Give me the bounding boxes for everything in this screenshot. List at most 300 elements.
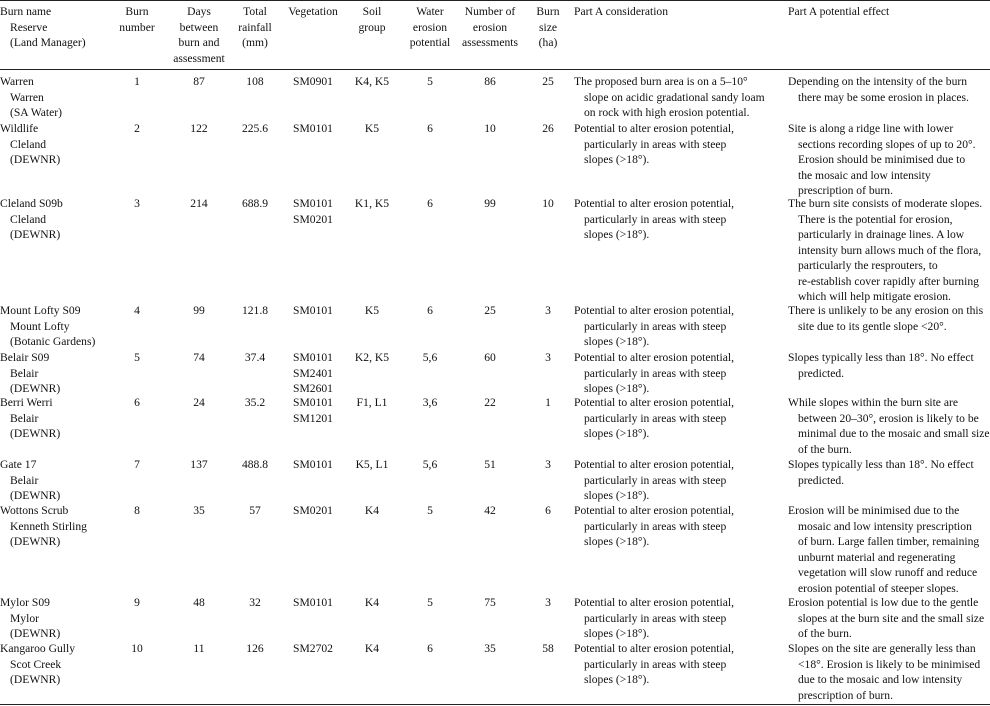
cell-text-line: Warren <box>0 75 34 88</box>
cell-text-line: Erosion should be minimised due to <box>798 153 966 166</box>
cell-col-burn-size <box>530 350 566 366</box>
cell-text-line: 57 <box>249 504 261 517</box>
cell-text-line: particularly in areas with steep <box>584 473 727 487</box>
cell-col-days <box>172 303 226 319</box>
header-col-rainfall <box>231 4 279 51</box>
cell-col-assessments <box>458 196 522 212</box>
cell-col-consideration <box>574 121 786 168</box>
cell-col-water-erosion <box>402 196 458 212</box>
cell-col-burn-number <box>108 74 166 90</box>
cell-col-days <box>172 641 226 657</box>
cell-text-line: Slopes on the site are generally less than <box>788 642 976 655</box>
cell-text-line: F1, L1 <box>356 396 388 409</box>
header-text-line: Vegetation <box>288 5 338 18</box>
cell-text-line: Slopes typically less than 18°. No effect <box>788 458 974 471</box>
cell-col-burn-size <box>530 303 566 319</box>
header-text-line: assessments <box>461 36 519 49</box>
cell-text-line: 10 <box>131 642 143 655</box>
cell-text-line: SM0101 <box>293 304 333 317</box>
cell-text-line: 126 <box>246 642 264 655</box>
cell-text-line: of burn. Large fallen timber, remaining <box>798 535 980 548</box>
cell-text-line: Wottons Scrub <box>0 504 69 517</box>
cell-col-days <box>172 595 226 611</box>
cell-text-line: 24 <box>193 396 205 409</box>
cell-text-line: 6 <box>427 304 433 317</box>
cell-col-consideration <box>574 303 786 350</box>
cell-text-line: 37.4 <box>244 351 266 364</box>
header-text-line: number <box>119 20 155 34</box>
cell-col-water-erosion <box>402 303 458 319</box>
cell-text-line: The proposed burn area is on a 5–10° <box>574 75 748 88</box>
cell-text-line: SM0101 <box>293 197 333 210</box>
cell-text-line: Mylor <box>10 611 39 625</box>
cell-col-burn-number <box>108 641 166 657</box>
cell-text-line: SM0101 <box>293 396 333 409</box>
cell-text-line: 5,6 <box>422 351 438 364</box>
cell-col-soil-group <box>350 457 394 473</box>
cell-col-soil-group <box>350 121 394 137</box>
cell-text-line: Potential to alter erosion potential, <box>574 596 735 609</box>
cell-text-line: (Botanic Gardens) <box>10 335 96 348</box>
cell-text-line: predicted. <box>798 473 845 487</box>
header-text-line: size <box>538 20 558 34</box>
cell-text-line: K4 <box>364 596 380 609</box>
header-text-line: Burn name <box>0 5 52 18</box>
cell-col-burn-size <box>530 196 566 212</box>
cell-text-line: 4 <box>134 304 140 317</box>
cell-col-soil-group <box>350 303 394 319</box>
cell-text-line: Potential to alter erosion potential, <box>574 642 735 655</box>
cell-col-water-erosion <box>402 595 458 611</box>
header-col-burn-number <box>108 4 166 35</box>
cell-text-line: Potential to alter erosion potential, <box>574 351 735 364</box>
cell-text-line: slopes (>18°). <box>584 535 650 548</box>
cell-col-burn-size <box>530 595 566 611</box>
cell-col-vegetation <box>282 303 344 319</box>
cell-col-burn-size <box>530 121 566 137</box>
header-text-line: erosion <box>472 20 508 34</box>
cell-text-line: particularly in areas with steep <box>584 366 727 380</box>
cell-text-line: the mosaic and low intensity <box>798 168 931 182</box>
header-col-water-erosion <box>402 4 458 51</box>
cell-text-line: Potential to alter erosion potential, <box>574 504 735 517</box>
header-text-line: Part A potential effect <box>788 5 890 18</box>
cell-text-line: slopes (>18°). <box>584 627 650 640</box>
cell-col-burn-number <box>108 303 166 319</box>
cell-text-line: particularly in areas with steep <box>584 611 727 625</box>
cell-col-potential-effect <box>788 303 990 334</box>
cell-text-line: 35 <box>484 642 496 655</box>
cell-text-line: predicted. <box>798 366 845 380</box>
cell-text-line: particularly in areas with steep <box>584 657 727 671</box>
cell-text-line: K1, K5 <box>354 197 390 210</box>
cell-text-line: particularly in areas with steep <box>584 411 727 425</box>
header-col-burn-name <box>0 4 105 51</box>
cell-col-soil-group <box>350 595 394 611</box>
header-text-line: Number of <box>464 5 516 18</box>
cell-col-burn-number <box>108 457 166 473</box>
cell-text-line: K5 <box>364 304 380 317</box>
cell-col-assessments <box>458 595 522 611</box>
cell-text-line: 7 <box>134 458 140 471</box>
cell-text-line: SM0101 <box>293 596 333 609</box>
cell-col-rainfall <box>231 395 279 411</box>
cell-col-burn-name <box>0 503 105 550</box>
cell-col-potential-effect <box>788 350 990 381</box>
cell-text-line: 3 <box>134 197 140 210</box>
cell-text-line: <18°. Erosion is likely to be minimised <box>798 657 981 671</box>
header-text-line: assessment <box>173 51 225 65</box>
cell-col-consideration <box>574 641 786 688</box>
cell-text-line: 87 <box>193 75 205 88</box>
cell-text-line: While slopes within the burn site are <box>788 396 959 409</box>
cell-text-line: which will help mitigate erosion. <box>798 290 951 303</box>
cell-col-days <box>172 350 226 366</box>
cell-col-water-erosion <box>402 74 458 90</box>
cell-text-line: Potential to alter erosion potential, <box>574 458 735 471</box>
cell-text-line: Mount Lofty S09 <box>0 304 81 317</box>
cell-col-consideration <box>574 395 786 442</box>
cell-text-line: 32 <box>249 596 261 609</box>
cell-col-consideration <box>574 196 786 243</box>
cell-text-line: site due to its gentle slope <20°. <box>798 319 947 333</box>
cell-text-line: (DEWNR) <box>10 489 61 502</box>
cell-col-burn-number <box>108 595 166 611</box>
cell-text-line: 137 <box>190 458 208 471</box>
cell-text-line: 25 <box>484 304 496 317</box>
cell-text-line: SM2601 <box>293 382 333 395</box>
header-col-assessments <box>458 4 522 51</box>
cell-col-soil-group <box>350 196 394 212</box>
header-text-line: Total <box>243 5 267 18</box>
header-col-soil-group <box>350 4 394 35</box>
cell-col-water-erosion <box>402 350 458 366</box>
cell-text-line: 42 <box>484 504 496 517</box>
cell-text-line: SM0901 <box>293 75 333 88</box>
cell-text-line: 86 <box>484 75 496 88</box>
cell-col-days <box>172 457 226 473</box>
cell-text-line: Cleland S09b <box>0 197 63 210</box>
cell-text-line: Kangaroo Gully <box>0 642 76 655</box>
cell-col-assessments <box>458 503 522 519</box>
header-text-line: Part A consideration <box>574 5 669 18</box>
cell-text-line: (DEWNR) <box>10 673 61 686</box>
cell-text-line: 3,6 <box>422 396 438 409</box>
cell-col-burn-number <box>108 121 166 137</box>
cell-col-consideration <box>574 503 786 550</box>
cell-text-line: 51 <box>484 458 496 471</box>
cell-text-line: prescription of burn. <box>798 184 893 197</box>
cell-text-line: 6 <box>134 396 140 409</box>
cell-text-line: Slopes typically less than 18°. No effect <box>788 351 974 364</box>
cell-col-assessments <box>458 74 522 90</box>
cell-text-line: (DEWNR) <box>10 427 61 440</box>
cell-col-assessments <box>458 641 522 657</box>
cell-text-line: 2 <box>134 122 140 135</box>
header-text-line: group <box>358 20 386 34</box>
header-text-line: Days <box>187 5 211 18</box>
cell-text-line: 5 <box>427 504 433 517</box>
cell-text-line: slopes (>18°). <box>584 228 650 241</box>
cell-text-line: Erosion potential is low due to the gentle <box>788 596 979 609</box>
cell-text-line: Kenneth Stirling <box>10 519 87 533</box>
cell-text-line: particularly the resprouters, to <box>798 259 938 272</box>
cell-text-line: particularly in drainage lines. A low <box>798 228 965 241</box>
cell-text-line: (DEWNR) <box>10 382 61 395</box>
header-col-potential-effect <box>788 4 990 20</box>
header-text-line: burn and <box>178 36 220 49</box>
cell-text-line: 74 <box>193 351 205 364</box>
cell-text-line: 1 <box>134 75 140 88</box>
cell-text-line: 5,6 <box>422 458 438 471</box>
cell-col-burn-number <box>108 395 166 411</box>
cell-col-burn-name <box>0 641 105 688</box>
cell-text-line: Mount Lofty <box>10 319 70 333</box>
cell-col-water-erosion <box>402 121 458 137</box>
cell-col-vegetation <box>282 350 344 397</box>
cell-col-burn-size <box>530 395 566 411</box>
cell-text-line: 488.8 <box>241 458 269 471</box>
cell-text-line: 3 <box>545 351 551 364</box>
cell-text-line: 6 <box>427 197 433 210</box>
cell-col-vegetation <box>282 196 344 227</box>
cell-text-line: K4 <box>364 642 380 655</box>
cell-text-line: 99 <box>484 197 496 210</box>
cell-text-line: particularly in areas with steep <box>584 212 727 226</box>
cell-col-rainfall <box>231 121 279 137</box>
cell-text-line: Potential to alter erosion potential, <box>574 304 735 317</box>
cell-col-consideration <box>574 457 786 504</box>
cell-col-burn-number <box>108 350 166 366</box>
cell-text-line: particularly in areas with steep <box>584 319 727 333</box>
cell-text-line: erosion potential of steeper slopes. <box>798 581 959 595</box>
cell-text-line: 25 <box>542 75 554 88</box>
cell-text-line: The burn site consists of moderate slopes. <box>788 197 983 210</box>
table-top-rule <box>0 0 990 1</box>
cell-text-line: there may be some erosion in places. <box>798 90 969 104</box>
cell-col-vegetation <box>282 503 344 519</box>
cell-col-rainfall <box>231 641 279 657</box>
cell-col-water-erosion <box>402 457 458 473</box>
cell-col-assessments <box>458 303 522 319</box>
cell-text-line: Warren <box>10 90 44 104</box>
cell-text-line: 6 <box>427 642 433 655</box>
cell-text-line: K4 <box>364 504 380 517</box>
cell-col-burn-name <box>0 457 105 504</box>
cell-text-line: between 20–30°, erosion is likely to be <box>798 411 979 425</box>
cell-text-line: Scot Creek <box>10 657 62 671</box>
cell-col-vegetation <box>282 595 344 611</box>
cell-text-line: slopes at the burn site and the small size <box>798 611 985 625</box>
cell-col-vegetation <box>282 395 344 426</box>
cell-text-line: Berri Werri <box>0 396 53 409</box>
cell-text-line: due to the mosaic and low intensity <box>798 673 963 686</box>
cell-col-burn-size <box>530 457 566 473</box>
cell-text-line: 3 <box>545 596 551 609</box>
cell-col-days <box>172 121 226 137</box>
header-text-line: Burn <box>536 5 560 18</box>
cell-col-assessments <box>458 395 522 411</box>
cell-text-line: particularly in areas with steep <box>584 519 727 533</box>
cell-col-potential-effect <box>788 641 990 703</box>
cell-text-line: 26 <box>542 122 554 135</box>
cell-text-line: SM0201 <box>293 504 333 517</box>
cell-text-line: sections recording slopes of up to 20°. <box>798 137 976 151</box>
cell-col-burn-number <box>108 196 166 212</box>
cell-text-line: of the burn. <box>798 442 852 456</box>
table-bottom-rule <box>0 704 990 705</box>
cell-text-line: Potential to alter erosion potential, <box>574 396 735 409</box>
cell-col-vegetation <box>282 457 344 473</box>
cell-col-soil-group <box>350 503 394 519</box>
cell-col-potential-effect <box>788 595 990 642</box>
cell-text-line: 214 <box>190 197 208 210</box>
cell-text-line: 6 <box>427 122 433 135</box>
cell-col-consideration <box>574 74 786 121</box>
header-text-line: Burn <box>125 5 149 18</box>
cell-text-line: SM0201 <box>293 212 333 226</box>
cell-col-assessments <box>458 457 522 473</box>
header-col-consideration <box>574 4 786 20</box>
cell-text-line: slopes (>18°). <box>584 335 650 348</box>
header-text-line: between <box>179 20 219 34</box>
cell-text-line: 688.9 <box>241 197 269 210</box>
cell-text-line: unburnt material and regenerating <box>798 550 956 564</box>
cell-col-burn-size <box>530 503 566 519</box>
cell-col-rainfall <box>231 595 279 611</box>
cell-text-line: minimal due to the mosaic and small size <box>798 427 990 440</box>
table-header-rule <box>0 69 990 70</box>
cell-col-potential-effect <box>788 395 990 457</box>
cell-text-line: 48 <box>193 596 205 609</box>
cell-col-burn-name <box>0 121 105 168</box>
cell-text-line: Belair <box>10 411 39 425</box>
cell-col-burn-size <box>530 641 566 657</box>
header-text-line: Water <box>416 5 444 18</box>
cell-col-potential-effect <box>788 503 990 596</box>
cell-text-line: (SA Water) <box>10 106 62 119</box>
cell-text-line: intensity burn allows much of the flora, <box>798 243 982 257</box>
cell-col-days <box>172 503 226 519</box>
header-col-vegetation <box>282 4 344 20</box>
header-text-line: Reserve <box>10 20 48 34</box>
cell-text-line: 8 <box>134 504 140 517</box>
cell-text-line: slope on acidic gradational sandy loam <box>584 90 765 104</box>
header-text-line: erosion <box>412 20 448 34</box>
header-text-line: rainfall <box>238 20 272 34</box>
cell-col-burn-name <box>0 595 105 642</box>
cell-col-days <box>172 395 226 411</box>
cell-col-soil-group <box>350 350 394 366</box>
cell-text-line: vegetation will slow runoff and reduce <box>798 566 978 579</box>
cell-col-burn-name <box>0 350 105 397</box>
cell-text-line: Potential to alter erosion potential, <box>574 197 735 210</box>
cell-col-assessments <box>458 350 522 366</box>
cell-text-line: slopes (>18°). <box>584 489 650 502</box>
header-text-line: Soil <box>362 5 382 18</box>
cell-text-line: (DEWNR) <box>10 535 61 548</box>
cell-col-assessments <box>458 121 522 137</box>
cell-col-water-erosion <box>402 395 458 411</box>
cell-text-line: There is unlikely to be any erosion on this <box>788 304 984 317</box>
cell-text-line: prescription of burn. <box>798 688 893 702</box>
cell-col-rainfall <box>231 350 279 366</box>
cell-text-line: slopes (>18°). <box>584 673 650 686</box>
cell-text-line: Mylor S09 <box>0 596 50 609</box>
header-text-line: (Land Manager) <box>10 36 86 49</box>
cell-col-soil-group <box>350 641 394 657</box>
cell-text-line: 108 <box>246 75 264 88</box>
header-text-line: (ha) <box>538 36 558 49</box>
cell-col-days <box>172 74 226 90</box>
cell-text-line: SM1201 <box>293 411 333 425</box>
cell-col-rainfall <box>231 457 279 473</box>
cell-col-burn-number <box>108 503 166 519</box>
cell-text-line: K5 <box>364 122 380 135</box>
cell-text-line: SM0101 <box>293 122 333 135</box>
header-col-days <box>172 4 226 66</box>
cell-text-line: 10 <box>484 122 496 135</box>
cell-text-line: Gate 17 <box>0 458 37 471</box>
cell-text-line: 225.6 <box>241 122 269 135</box>
cell-text-line: Depending on the intensity of the burn <box>788 75 968 88</box>
cell-text-line: (DEWNR) <box>10 228 61 241</box>
cell-col-vegetation <box>282 641 344 657</box>
cell-text-line: mosaic and low intensity prescription <box>798 519 972 533</box>
cell-text-line: 1 <box>545 396 551 409</box>
cell-text-line: 5 <box>134 351 140 364</box>
cell-text-line: 99 <box>193 304 205 317</box>
cell-col-burn-name <box>0 196 105 243</box>
cell-text-line: K4, K5 <box>354 75 390 88</box>
cell-text-line: Site is along a ridge line with lower <box>788 122 954 135</box>
cell-text-line: 5 <box>427 75 433 88</box>
cell-col-burn-size <box>530 74 566 90</box>
cell-col-consideration <box>574 595 786 642</box>
cell-text-line: 60 <box>484 351 496 364</box>
cell-text-line: re-establish cover rapidly after burning <box>798 274 979 288</box>
cell-text-line: 58 <box>542 642 554 655</box>
cell-text-line: Potential to alter erosion potential, <box>574 122 735 135</box>
cell-text-line: K5, L1 <box>355 458 389 471</box>
cell-text-line: 121.8 <box>241 304 269 317</box>
cell-col-burn-name <box>0 303 105 350</box>
cell-col-potential-effect <box>788 457 990 488</box>
cell-col-potential-effect <box>788 74 990 105</box>
cell-text-line: (DEWNR) <box>10 153 61 166</box>
header-text-line: potential <box>409 36 451 49</box>
cell-text-line: K2, K5 <box>354 351 390 364</box>
cell-text-line: SM0101 <box>293 351 333 364</box>
cell-text-line: slopes (>18°). <box>584 153 650 166</box>
cell-text-line: Belair <box>10 366 39 380</box>
cell-text-line: slopes (>18°). <box>584 427 650 440</box>
cell-col-burn-name <box>0 395 105 442</box>
cell-col-vegetation <box>282 74 344 90</box>
cell-text-line: slopes (>18°). <box>584 382 650 395</box>
cell-text-line: particularly in areas with steep <box>584 137 727 151</box>
cell-text-line: 35 <box>193 504 205 517</box>
cell-col-rainfall <box>231 74 279 90</box>
cell-text-line: Wildlife <box>0 122 39 135</box>
cell-text-line: 5 <box>427 596 433 609</box>
cell-col-rainfall <box>231 196 279 212</box>
cell-text-line: 75 <box>484 596 496 609</box>
cell-col-water-erosion <box>402 641 458 657</box>
cell-text-line: 9 <box>134 596 140 609</box>
cell-text-line: of the burn. <box>798 627 852 640</box>
cell-text-line: Belair S09 <box>0 351 50 364</box>
